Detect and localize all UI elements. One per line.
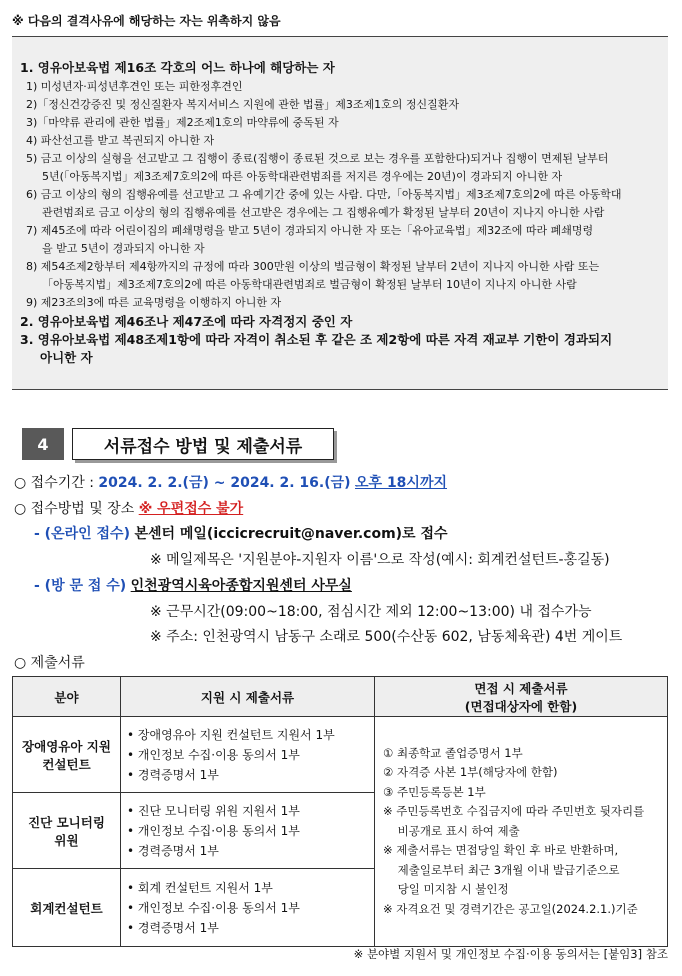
section-title: 서류접수 방법 및 제출서류 xyxy=(72,428,334,460)
disqualify-sub-item: 8) 제54조제2항부터 제4항까지의 규정에 따라 300만원 이상의 벌금형이 확정된 날부터 2년이 지나지 아니한 사람 또는 xyxy=(26,260,600,273)
online-label: - (온라인 접수) xyxy=(34,526,130,542)
docs-label: ○ 제출서류 xyxy=(14,655,85,671)
field-name: 회계컨설턴트 xyxy=(30,900,103,916)
disqualify-sub-item: 4) 파산선고를 받고 복권되지 아니한 자 xyxy=(26,134,215,147)
disqualify-sub-item: 6) 금고 이상의 형의 집행유예를 선고받고 그 유예기간 중에 있는 사람. 다만,「아동복지법」제3조제7호의2에 따른 아동학대 xyxy=(26,188,622,201)
doc-item: • 경력증명서 1부 xyxy=(127,843,219,858)
header-field: 분야 xyxy=(13,677,121,717)
disqualify-sub-item: 3)「마약류 관리에 관한 법률」제2조제1호의 마약류에 중독된 자 xyxy=(26,116,339,129)
doc-item: • 개인정보 수집·이용 동의서 1부 xyxy=(127,823,300,838)
field-cell xyxy=(13,869,121,947)
disqualify-sub-item: 「아동복지법」제3조제7호의2에 따른 아동학대관련범죄로 벌금형이 확정된 날부터 10년이 지나지 아니한 사람 xyxy=(42,278,577,291)
disqualify-sub-item: 관련범죄로 금고 이상의 형의 집행유예를 선고받은 경우에는 그 집행유예가 확정된 날부터 20년이 지나지 아니한 사람 xyxy=(42,206,605,219)
footer-note: ※ 분야별 지원서 및 개인정보 수집·이용 동의서는 [붙임3] 참조 xyxy=(353,947,668,961)
field-name: 진단 모니터링 xyxy=(28,814,105,830)
disqualify-sub-item: 7) 제45조에 따라 어린이집의 폐쇄명령을 받고 5년이 경과되지 아니한 자 또는「유아교육법」제32조에 따라 폐쇄명령 xyxy=(26,224,594,237)
section-number: 4 xyxy=(22,428,64,460)
disqualify-main-item: 1. 영유아보육법 제16조 각호의 어느 하나에 해당하는 자 xyxy=(20,60,335,75)
field-name-cont: 컨설턴트 xyxy=(42,756,91,772)
disqualification-note: ※ 다음의 결격사유에 해당하는 자는 위촉하지 않음 xyxy=(12,14,281,28)
disqualify-sub-item: 1) 미성년자·피성년후견인 또는 피한정후견인 xyxy=(26,80,243,93)
disqualify-main-item: 3. 영유아보육법 제48조제1항에 따라 자격이 취소된 후 같은 조 제2항에 따른 자격 재교부 기한이 경과되지 xyxy=(20,332,613,347)
header-interview-line1: 면접 시 제출서류 xyxy=(474,680,568,696)
visit-address: ※ 주소: 인천광역시 남동구 소래로 500(수산동 602, 남동체육관) 4번 게이트 xyxy=(150,629,623,645)
table-row xyxy=(13,717,668,793)
disqualify-sub-item: 5) 금고 이상의 실형을 선고받고 그 집행이 종료(집행이 종료된 것으로 보는 경우를 포함한다)되거나 집행이 면제된 날부터 xyxy=(26,152,609,165)
doc-item: • 경력증명서 1부 xyxy=(127,920,219,935)
online-value: 본센터 메일(iccicrecruit@naver.com)로 접수 xyxy=(134,526,448,542)
field-cell xyxy=(13,793,121,869)
field-name-cont: 위원 xyxy=(54,832,79,848)
visit-line xyxy=(34,575,352,595)
interview-doc-item: ※ 자격요건 및 경력기간은 공고일(2024.2.1.)기준 xyxy=(383,901,638,916)
doc-item: • 경력증명서 1부 xyxy=(127,767,219,782)
documents-table xyxy=(12,676,668,947)
disqualify-main-item: 아니한 자 xyxy=(40,350,93,365)
interview-doc-item: ① 최종학교 졸업증명서 1부 xyxy=(383,745,523,760)
doc-item: • 개인정보 수집·이용 동의서 1부 xyxy=(127,900,300,915)
header-apply: 지원 시 제출서류 xyxy=(121,677,375,717)
apply-docs-cell xyxy=(121,869,375,947)
interview-doc-item: ② 자격증 사본 1부(해당자에 한함) xyxy=(383,765,558,780)
interview-docs-cell xyxy=(375,717,668,947)
visit-hours: ※ 근무시간(09:00~18:00, 점심시간 제외 12:00~13:00) 내 접수가능 xyxy=(150,604,592,620)
doc-item: • 개인정보 수집·이용 동의서 1부 xyxy=(127,747,300,762)
header-interview-line2: (면접대상자에 한함) xyxy=(464,698,578,714)
interview-doc-item: ※ 주민등록번호 수집금지에 따라 주민번호 뒷자리를 xyxy=(383,804,645,819)
period-dates: 2024. 2. 2.(금) ~ 2024. 2. 16.(금) xyxy=(98,475,351,491)
disqualify-sub-item: 5년(「아동복지법」제3조제7호의2에 따른 아동학대관련범죄를 저지른 경우에는 20년)이 경과되지 아니한 자 xyxy=(42,170,563,183)
table-header-row xyxy=(13,677,668,717)
field-name: 장애영유아 지원 xyxy=(22,738,111,754)
visit-label: - (방 문 접 수) xyxy=(34,578,127,594)
apply-docs-cell xyxy=(121,717,375,793)
apply-docs-cell xyxy=(121,793,375,869)
visit-value: 인천광역시육아종합지원센터 사무실 xyxy=(130,578,352,594)
interview-doc-item: 당일 미지참 시 불인정 xyxy=(383,882,509,897)
disqualification-box xyxy=(12,36,668,390)
disqualify-sub-item: 2)「정신건강증진 및 정신질환자 복지서비스 지원에 관한 법률」제3조제1호의 정신질환자 xyxy=(26,98,460,111)
header-interview xyxy=(375,677,668,717)
period-deadline: 오후 18시까지 xyxy=(355,475,447,491)
period-line xyxy=(14,472,447,492)
period-label: ○ 접수기간 : xyxy=(14,475,94,491)
interview-doc-item: ※ 제출서류는 면접당일 확인 후 바로 반환하며, xyxy=(383,843,619,858)
doc-item: • 회계 컨설턴트 지원서 1부 xyxy=(127,880,273,895)
method-label: ○ 접수방법 및 장소 xyxy=(14,501,135,517)
mail-warning: ※ 우편접수 불가 xyxy=(138,501,244,517)
disqualify-main-item: 2. 영유아보육법 제46조나 제47조에 따라 자격정지 중인 자 xyxy=(20,314,353,329)
disqualify-sub-item: 9) 제23조의3에 따른 교육명령을 이행하지 아니한 자 xyxy=(26,296,282,309)
disqualify-sub-item: 을 받고 5년이 경과되지 아니한 자 xyxy=(42,242,205,255)
field-cell xyxy=(13,717,121,793)
interview-doc-item: 제출일로부터 최근 3개월 이내 발급기준으로 xyxy=(383,862,620,877)
online-note: ※ 메일제목은 '지원분야-지원자 이름'으로 작성(예시: 회계컨설턴트-홍길동) xyxy=(150,552,610,568)
doc-item: • 진단 모니터링 위원 지원서 1부 xyxy=(127,803,300,818)
interview-doc-item: ③ 주민등록등본 1부 xyxy=(383,784,486,799)
online-line xyxy=(34,523,448,543)
method-line xyxy=(14,498,243,518)
interview-doc-item: 비공개로 표시 하여 제출 xyxy=(383,823,520,838)
doc-item: • 장애영유아 지원 컨설턴트 지원서 1부 xyxy=(127,727,335,742)
